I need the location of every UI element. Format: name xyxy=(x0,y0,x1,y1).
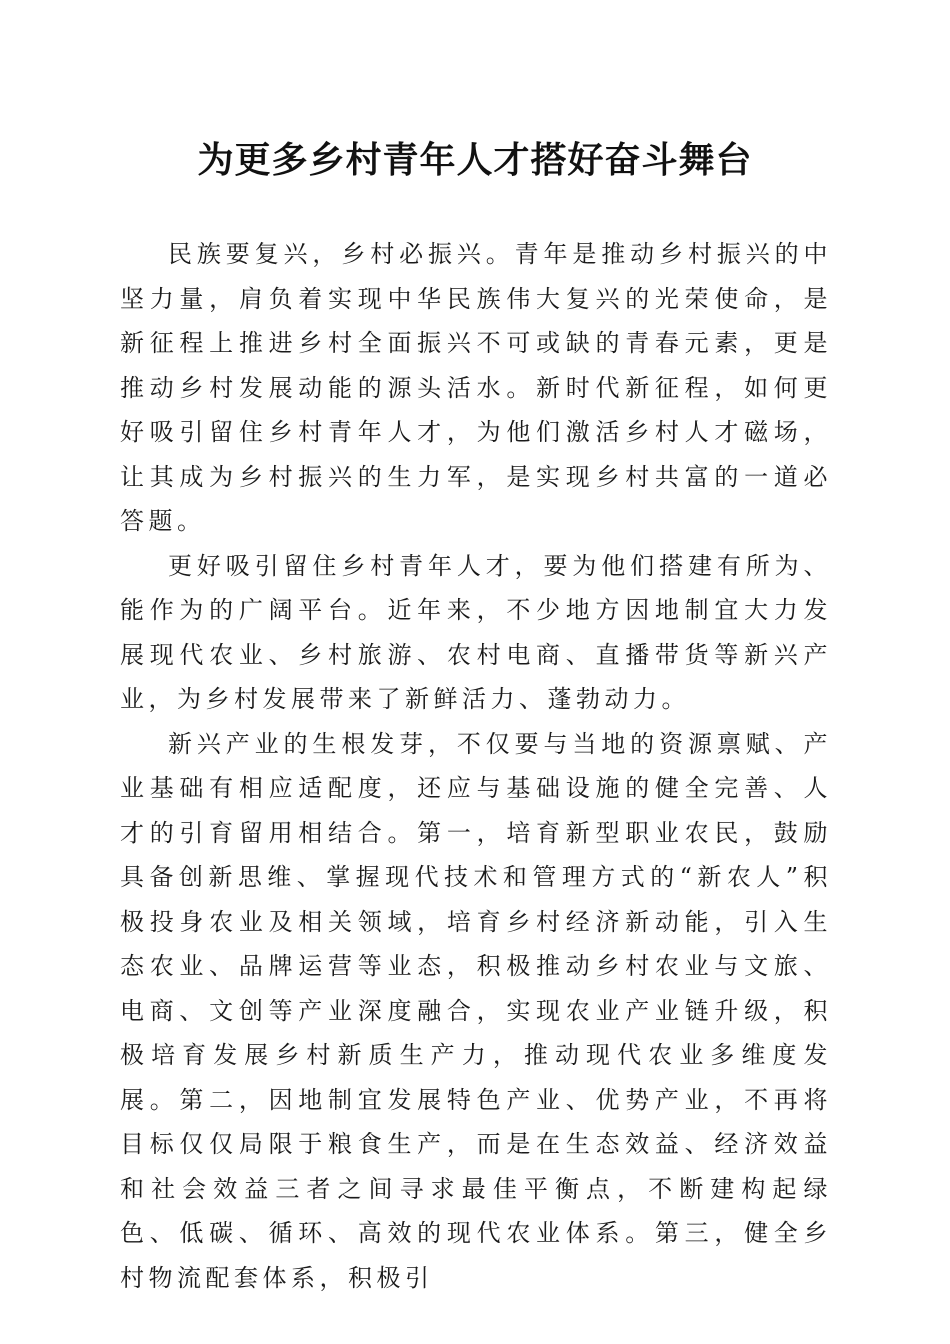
paragraph-3: 新兴产业的生根发芽，不仅要与当地的资源禀赋、产业基础有相应适配度，还应与基础设施的健全完善、人才的引育留用相结合。第一，培育新型职业农民，鼓励具备创新思维、掌握现代技术和管理方式的“新农人”积极投身农业及相关领域，培育乡村经济新动能，引入生态农业、品牌运营等业态，积极推动乡村农业与文旅、电商、文创等产业深度融合，实现农业产业链升级，积极培育发展乡村新质生产力，推动现代农业多维度发展。第二，因地制宜发展特色产业、优势产业，不再将目标仅仅局限于粮食生产，而是在生态效益、经济效益和社会效益三者之间寻求最佳平衡点，不断建构起绿色、低碳、循环、高效的现代农业体系。第三，健全乡村物流配套体系，积极引 xyxy=(120,729,832,1292)
document-body xyxy=(120,232,832,1300)
document-title: 为更多乡村青年人才搭好奋斗舞台 xyxy=(197,139,753,181)
paragraph-2: 更好吸引留住乡村青年人才，要为他们搭建有所为、能作为的广阔平台。近年来，不少地方因地制宜大力发展现代农业、乡村旅游、农村电商、直播带货等新兴产业，为乡村发展带来了新鲜活力、蓬勃动力。 xyxy=(120,551,832,713)
paragraph-1: 民族要复兴，乡村必振兴。青年是推动乡村振兴的中坚力量，肩负着实现中华民族伟大复兴的光荣使命，是新征程上推进乡村全面振兴不可或缺的青春元素，更是推动乡村发展动能的源头活水。新时代新征程，如何更好吸引留住乡村青年人才，为他们激活乡村人才磁场，让其成为乡村振兴的生力军，是实现乡村共富的一道必答题。 xyxy=(120,240,832,535)
